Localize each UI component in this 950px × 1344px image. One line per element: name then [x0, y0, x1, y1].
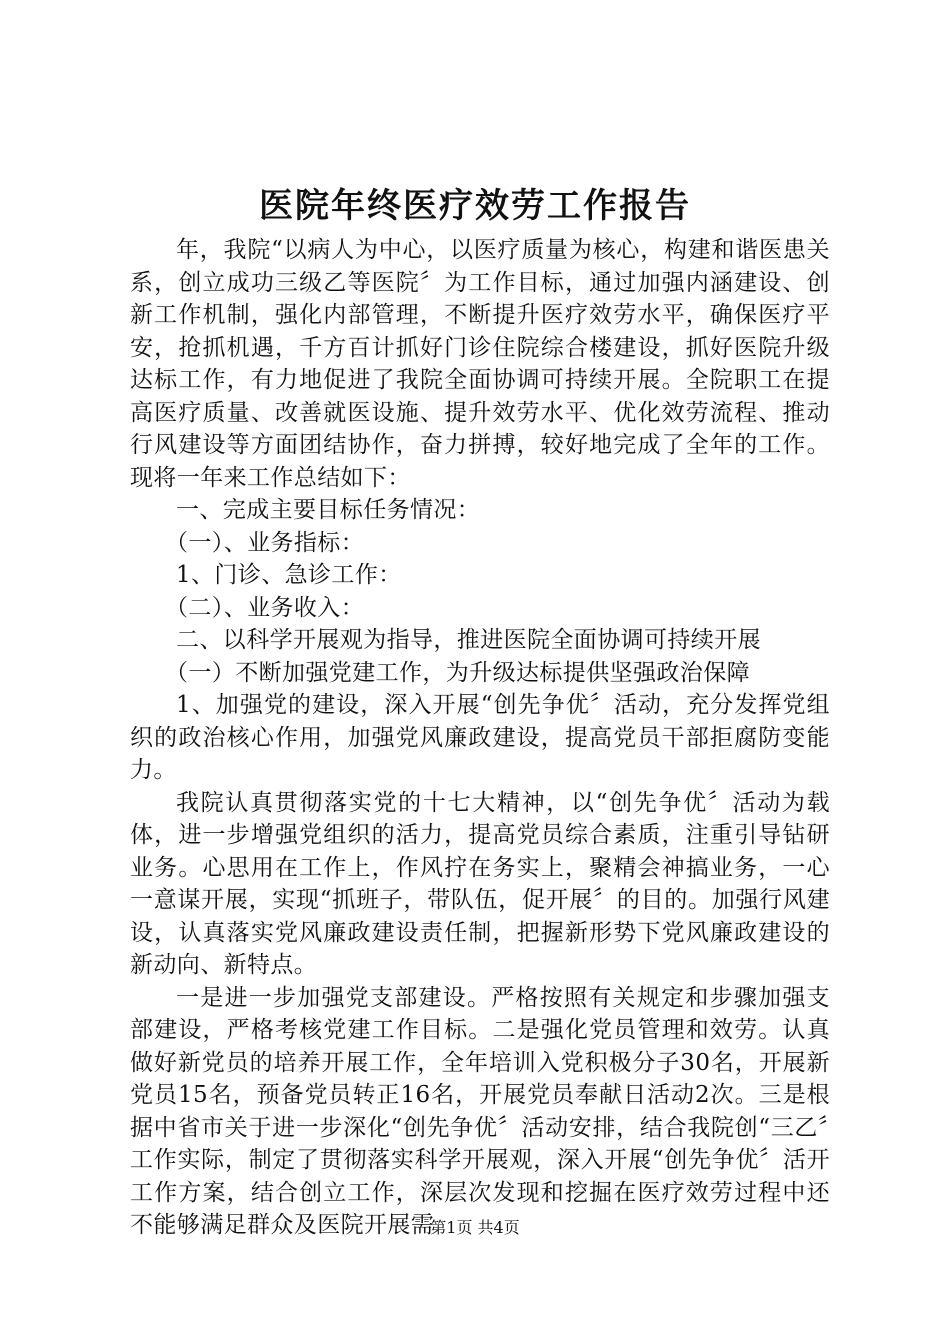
page-number-footer: 第1页 共4页 [430, 1218, 520, 1237]
paragraph-party-building: 1、加强党的建设，深入开展“创先争优〞活动，充分发挥党组织的政治核心作用，加强党风廉政建设，提高党员干部拒腐防变能力。 [130, 692, 830, 783]
section-heading-2: 二、以科学开展观为指导，推进医院全面协调可持续开展 [176, 627, 761, 653]
document-title: 医院年终医疗效劳工作报告 [259, 186, 691, 226]
subsection-heading: （一）不断加强党建工作，为升级达标提供坚强政治保障 [165, 659, 750, 686]
document-body [130, 234, 830, 1242]
item-heading: 1、门诊、急诊工作： [176, 562, 402, 588]
paragraph-intro: 年，我院“以病人为中心，以医疗质量为核心，构建和谐医患关系，创立成功三级乙等医院〞为工作目标，通过加强内涵建设、创新工作机制，强化内部管理，不断提升医疗效劳水平，确保医疗平安，抢抓机遇，千方百计抓好门诊住院综合楼建设，抓好医院升级达标工作，有力地促进了我院全面协调可持续开展。全院职工在提高医疗质量、改善就医设施、提升效劳水平、优化效劳流程、推动行风建设等方面团结协作，奋力拼搏，较好地完成了全年的工作。现将一年来工作总结如下： [130, 237, 830, 491]
section-heading-1: 一、完成主要目标任务情况： [176, 497, 481, 523]
paragraph-implementation: 我院认真贯彻落实党的十七大精神，以“创先争优〞活动为载体，进一步增强党组织的活力，提高党员综合素质，注重引导钻研业务。心思用在工作上，作风拧在务实上，聚精会神搞业务，一心一意谋开展，实现“抓班子，带队伍，促开展〞的目的。加强行风建设，认真落实党风廉政建设责任制，把握新形势下党风廉政建设的新动向、新特点。 [130, 789, 830, 978]
subsection-heading: （二）、业务收入： [165, 594, 365, 621]
subsection-heading: （一）、业务指标： [165, 529, 365, 556]
paragraph-measures: 一是进一步加强党支部建设。严格按照有关规定和步骤加强支部建设，严格考核党建工作目标。二是强化党员管理和效劳。认真做好新党员的培养开展工作，全年培训入党积极分子30名，开展新党员15名，预备党员转正16名，开展党员奉献日活动2次。三是根据中省市关于进一步深化“创先争优〞活动安排，结合我院创“三乙〞工作实际，制定了贯彻落实科学开展观，深入开展“创先争优〞活开工作方案，结合创立工作，深层次发现和挖掘在医疗效劳过程中还不能够满足群众及医院开展需 [130, 984, 830, 1238]
